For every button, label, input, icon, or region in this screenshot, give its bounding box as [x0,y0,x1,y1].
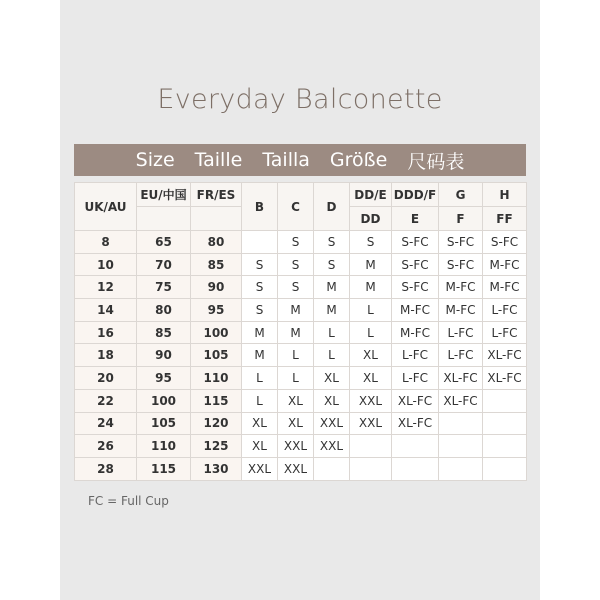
table-cell: 105 [191,344,242,367]
table-cell [483,389,527,412]
table-cell: M [314,276,350,299]
table-cell: XXL [278,435,314,458]
table-cell: 80 [191,231,242,254]
table-row [75,457,527,480]
header-cup-dd-e: DD/E [350,183,392,207]
table-cell: XL [278,389,314,412]
table-cell: 65 [137,231,191,254]
header-cup-g: G [439,183,483,207]
table-cell: 120 [191,412,242,435]
table-cell [350,435,392,458]
table-cell: L-FC [483,299,527,322]
footnote: FC = Full Cup [88,494,169,508]
table-row [75,412,527,435]
table-cell [439,457,483,480]
header-cup-c: C [278,183,314,231]
table-cell: 85 [137,321,191,344]
header-cup-e: E [392,207,439,231]
table-cell: 100 [191,321,242,344]
table-cell: S-FC [439,231,483,254]
table-cell: 110 [137,435,191,458]
table-cell [314,457,350,480]
table-cell: S [242,253,278,276]
table-cell: S-FC [439,253,483,276]
header-blank [191,207,242,231]
table-cell: XL [350,367,392,390]
banner-label-en: Size [135,149,175,171]
table-cell: S [314,231,350,254]
table-cell: XL-FC [439,389,483,412]
table-cell: S-FC [483,231,527,254]
table-cell: 85 [191,253,242,276]
table-cell: 130 [191,457,242,480]
table-cell: 24 [75,412,137,435]
table-cell: S-FC [392,231,439,254]
banner-label-es: Tailla [262,149,310,171]
table-row [75,299,527,322]
header-eu-cn: EU/中国 [137,183,191,207]
banner-label-zh: 尺码表 [407,150,465,173]
table-cell [392,435,439,458]
table-cell: L [242,367,278,390]
table-cell: XL [278,412,314,435]
table-cell: XL [350,344,392,367]
table-cell: 12 [75,276,137,299]
table-row [75,321,527,344]
table-row [75,253,527,276]
table-cell: M [242,321,278,344]
table-cell: S [314,253,350,276]
table-cell: S [278,231,314,254]
table-cell [483,457,527,480]
table-row [75,276,527,299]
header-uk-au: UK/AU [75,183,137,231]
table-cell: XXL [314,412,350,435]
header-fr-es: FR/ES [191,183,242,207]
table-cell [483,412,527,435]
table-cell: 100 [137,389,191,412]
table-cell: 115 [191,389,242,412]
table-cell: M [350,253,392,276]
table-cell: L-FC [392,344,439,367]
table-cell: XL [314,389,350,412]
header-cup-f: F [439,207,483,231]
table-cell: 26 [75,435,137,458]
table-cell: 90 [137,344,191,367]
table-row [75,389,527,412]
table-cell: S [350,231,392,254]
table-cell: XL-FC [392,389,439,412]
table-cell: 70 [137,253,191,276]
table-cell: 10 [75,253,137,276]
table-cell: 95 [137,367,191,390]
header-cup-b: B [242,183,278,231]
header-cup-ff: FF [483,207,527,231]
table-cell [483,435,527,458]
page-title: Everyday Balconette [157,84,443,115]
table-cell [439,435,483,458]
table-row [75,344,527,367]
table-cell: M-FC [392,299,439,322]
table-cell: XL-FC [483,367,527,390]
table-cell [439,412,483,435]
table-cell: 28 [75,457,137,480]
table-cell: 95 [191,299,242,322]
table-cell: L [314,344,350,367]
table-cell: XL [242,435,278,458]
table-cell: L [350,299,392,322]
table-cell: L [278,367,314,390]
table-cell: L-FC [392,367,439,390]
table-cell: L [314,321,350,344]
table-cell: M [242,344,278,367]
header-blank [137,207,191,231]
table-cell: 18 [75,344,137,367]
table-cell: XXL [314,435,350,458]
table-cell: XXL [278,457,314,480]
table-cell: M [314,299,350,322]
table-cell [350,457,392,480]
table-cell: S-FC [392,276,439,299]
table-cell [392,457,439,480]
table-cell: M-FC [483,276,527,299]
table-cell: L-FC [483,321,527,344]
table-cell: 16 [75,321,137,344]
header-cup-dd: DD [350,207,392,231]
table-row [75,435,527,458]
banner-label-fr: Taille [194,149,243,171]
table-cell: L [242,389,278,412]
table-cell: S [278,276,314,299]
table-cell: L [278,344,314,367]
table-cell: S [242,276,278,299]
table-cell: XL-FC [439,367,483,390]
header-cup-d: D [314,183,350,231]
table-cell: XL [242,412,278,435]
table-cell: XL-FC [483,344,527,367]
table-cell: L [350,321,392,344]
table-cell: 125 [191,435,242,458]
table-cell: 80 [137,299,191,322]
size-chart-table [74,182,527,481]
table-cell: XXL [242,457,278,480]
header-cup-ddd-f: DDD/F [392,183,439,207]
table-cell: 75 [137,276,191,299]
table-cell: XL [314,367,350,390]
table-cell: 14 [75,299,137,322]
table-cell: 115 [137,457,191,480]
table-cell: 8 [75,231,137,254]
table-row [75,367,527,390]
table-cell: S [242,299,278,322]
header-cup-h: H [483,183,527,207]
table-cell: L-FC [439,344,483,367]
table-cell [242,231,278,254]
banner-label-de: Größe [329,149,388,171]
table-cell: 22 [75,389,137,412]
table-cell: M-FC [483,253,527,276]
table-cell: S [278,253,314,276]
table-cell: M-FC [439,299,483,322]
table-cell: XXL [350,389,392,412]
table-cell: S-FC [392,253,439,276]
table-cell: 20 [75,367,137,390]
table-cell: M [278,321,314,344]
table-cell: M [350,276,392,299]
table-body [75,231,527,481]
size-banner [74,144,526,176]
table-cell: M-FC [392,321,439,344]
table-cell: XXL [350,412,392,435]
table-cell: 105 [137,412,191,435]
table-cell: XL-FC [392,412,439,435]
table-cell: 110 [191,367,242,390]
table-cell: M-FC [439,276,483,299]
table-cell: L-FC [439,321,483,344]
table-header [75,183,527,231]
table-cell: M [278,299,314,322]
table-row [75,231,527,254]
table-cell: 90 [191,276,242,299]
